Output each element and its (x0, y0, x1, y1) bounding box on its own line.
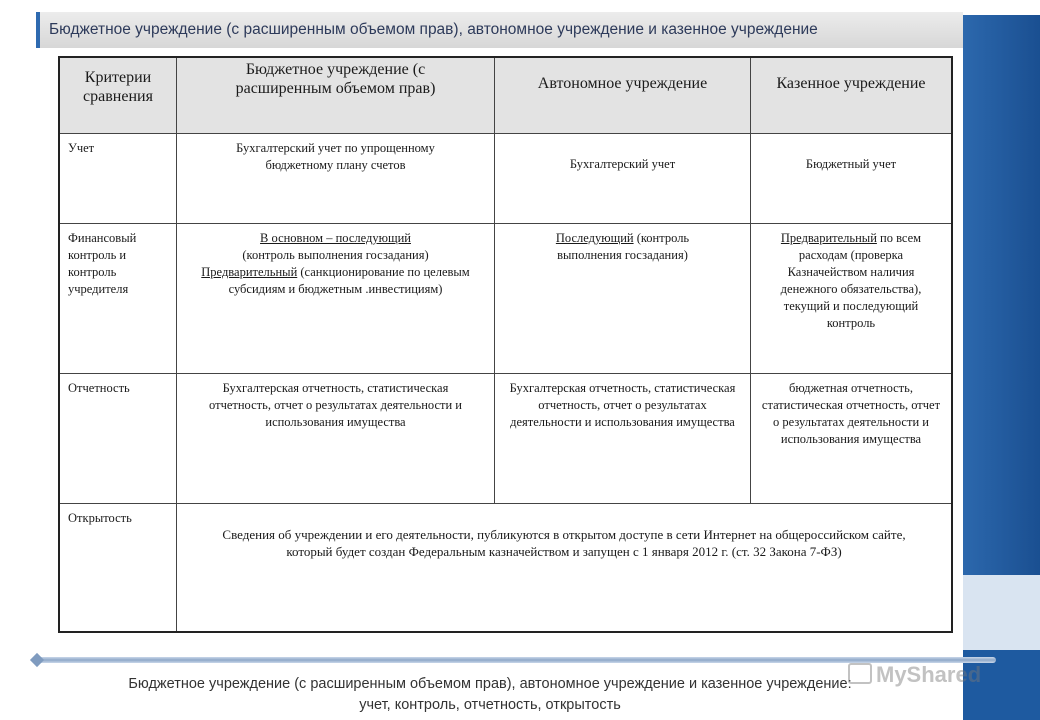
control-budget-secondary-note: (санкционирование по целевым субсидиям и бюджетным .инвестициям) (228, 265, 470, 296)
control-budget-secondary: Предварительный (201, 265, 298, 279)
cell-accounting-state: Бюджетный учет (751, 134, 951, 224)
control-autonomous-note: (контроль выполнения госзадания) (557, 231, 690, 262)
slide-title-strip (36, 12, 963, 48)
caption-line-1: Бюджетное учреждение (с расширенным объемом прав), автономное учреждение и казенное учреждение: (128, 676, 852, 692)
row-label-control: Финансовый контроль и контроль учредителя (60, 224, 177, 374)
side-decoration-bar (963, 0, 1040, 720)
row-label-reporting: Отчетность (60, 374, 177, 504)
watermark (848, 662, 981, 688)
control-budget-primary: В основном – последующий (260, 231, 411, 245)
comparison-table (58, 56, 953, 633)
cell-reporting-budget: Бухгалтерская отчетность, статистическая отчетность, отчет о результатах деятельности и использования имущества (177, 374, 495, 504)
control-autonomous-type: Последующий (555, 231, 634, 245)
row-label-openness: Открытость (60, 504, 177, 631)
header-autonomous: Автономное учреждение (495, 58, 751, 134)
cell-control-autonomous (495, 224, 751, 374)
header-state: Казенное учреждение (751, 58, 951, 134)
control-budget-primary-note: (контроль выполнения госзадания) (242, 248, 429, 262)
row-label-accounting: Учет (60, 134, 177, 224)
cell-openness: Сведения об учреждении и его деятельности, публикуются в открытом доступе в сети Интернет на общероссийском сайте, который будет создан Федеральным казначейством и запущен с 1 января 2012 г. (ст. 32 Закона 7-ФЗ) (222, 527, 906, 559)
watermark-logo-icon (848, 663, 872, 684)
cell-control-budget (177, 224, 495, 374)
header-budget: Бюджетное учреждение (с расширенным объемом прав) (177, 58, 495, 134)
control-state-note: по всем расходам (проверка Казначейством наличия денежного обязательства), текущий и последующий контроль (780, 231, 922, 330)
cell-reporting-state: бюджетная отчетность, статистическая отчетность, отчет о результатах деятельности и использования имущества (751, 374, 951, 504)
watermark-text: MyShared (876, 662, 982, 687)
cell-control-state (751, 224, 951, 374)
header-criteria: Критерии сравнения (60, 58, 177, 134)
cell-accounting-budget: Бухгалтерский учет по упрощенному бюджетному плану счетов (177, 134, 495, 224)
caption-line-2: учет, контроль, отчетность, открытость (359, 697, 621, 713)
control-state-type: Предварительный (780, 231, 877, 245)
cell-accounting-autonomous: Бухгалтерский учет (495, 134, 751, 224)
slide-title: Бюджетное учреждение (с расширенным объемом прав), автономное учреждение и казенное учреждение (49, 21, 818, 38)
cell-reporting-autonomous: Бухгалтерская отчетность, статистическая отчетность, отчет о результатах деятельности и использования имущества (495, 374, 751, 504)
